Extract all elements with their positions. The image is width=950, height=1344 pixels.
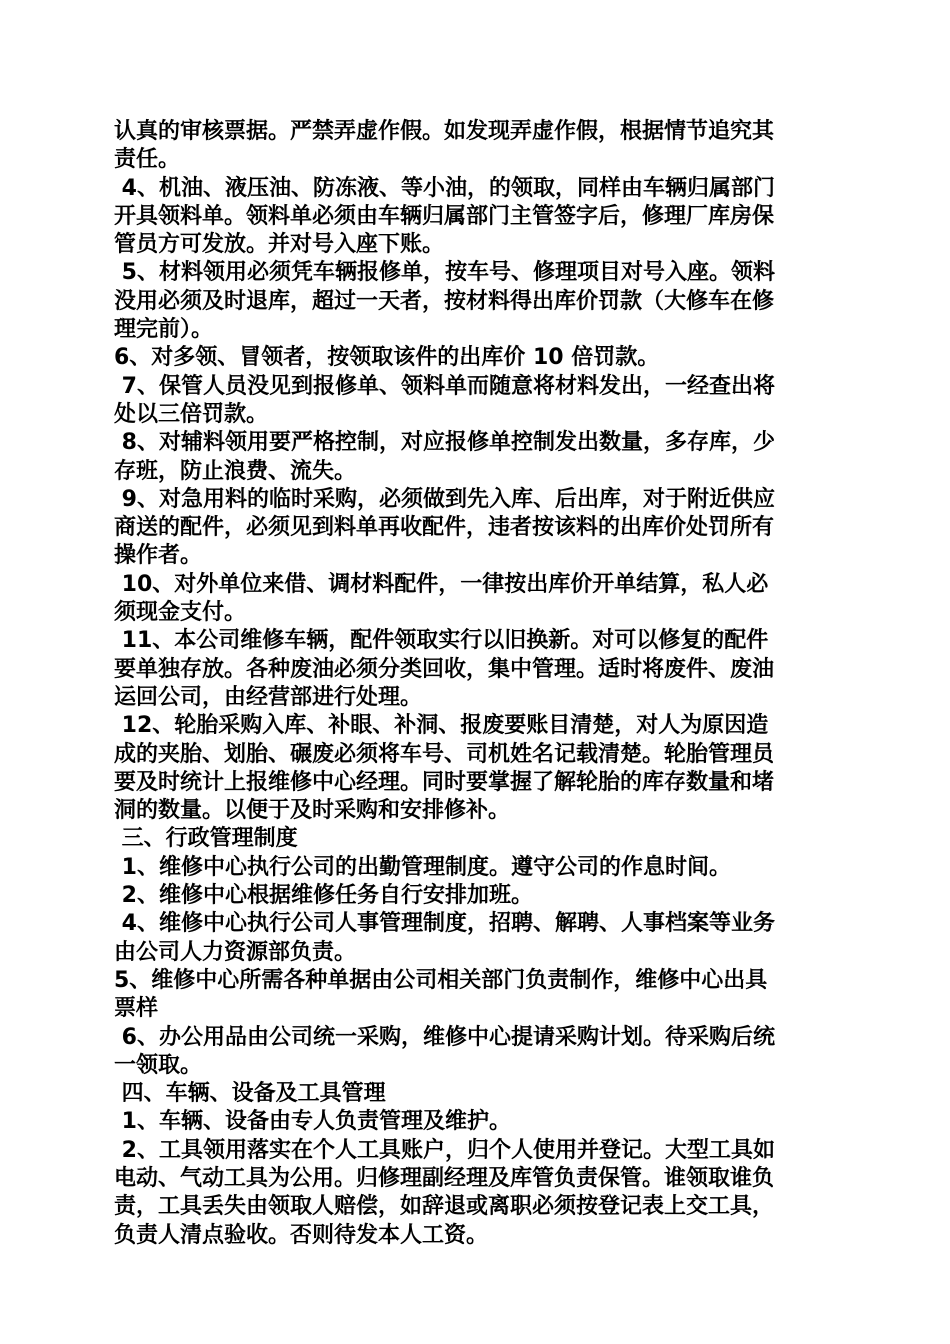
text-line: 成的夹胎、划胎、碾废必须将车号、司机姓名记载清楚。轮胎管理员 xyxy=(114,741,775,767)
text-line: 12、轮胎采购入库、补眼、补洞、报废要账目清楚，对人为原因造 xyxy=(114,713,769,739)
text-line: 2、维修中心根据维修任务自行安排加班。 xyxy=(114,883,533,909)
text-line: 存班，防止浪费、流失。 xyxy=(114,458,357,484)
text-line: 责，工具丢失由领取人赔偿，如辞退或离职必须按登记表上交工具， xyxy=(114,1194,775,1220)
text-line: 理完前）。 xyxy=(114,317,214,343)
text-line: 9、对急用料的临时采购，必须做到先入库、后出库，对于附近供应 xyxy=(114,486,775,512)
text-line: 责任。 xyxy=(114,147,181,173)
text-line: 处以三倍罚款。 xyxy=(114,401,269,427)
text-line: 三、行政管理制度 xyxy=(114,826,298,852)
text-line: 5、材料领用必须凭车辆报修单，按车号、修理项目对号入座。领料 xyxy=(114,260,775,286)
text-line: 认真的审核票据。严禁弄虚作假。如发现弄虚作假，根据情节追究其 xyxy=(114,119,775,144)
text-line: 商送的配件，必须见到料单再收配件，违者按该料的出库价处罚所有 xyxy=(114,515,775,541)
text-line: 11、本公司维修车辆，配件领取实行以旧换新。对可以修复的配件 xyxy=(114,628,769,654)
text-line: 6、办公用品由公司统一采购，维修中心提请采购计划。待采购后统 xyxy=(114,1024,775,1050)
text-line: 洞的数量。以便于及时采购和安排修补。 xyxy=(114,798,511,824)
text-line: 四、车辆、设备及工具管理 xyxy=(114,1081,386,1107)
text-line: 运回公司，由经营部进行处理。 xyxy=(114,684,423,710)
text-line: 操作者。 xyxy=(114,543,203,569)
text-line: 4、维修中心执行公司人事管理制度，招聘、解聘、人事档案等业务 xyxy=(114,911,775,937)
text-line: 要单独存放。各种废油必须分类回收，集中管理。适时将废件、废油 xyxy=(114,656,775,682)
text-line: 电动、气动工具为公用。归修理副经理及库管负责保管。谁领取谁负 xyxy=(114,1165,775,1191)
text-line: 票样 xyxy=(114,996,159,1022)
text-line: 5、维修中心所需各种单据由公司相关部门负责制作，维修中心出具 xyxy=(114,967,768,993)
text-line: 10、对外单位来借、调材料配件，一律按出库价开单结算，私人必 xyxy=(114,571,769,597)
text-line: 没用必须及时退库，超过一天者，按材料得出库价罚款（大修车在修 xyxy=(114,288,775,314)
text-line: 1、车辆、设备由专人负责管理及维护。 xyxy=(114,1109,511,1135)
document-body xyxy=(114,118,840,1250)
text-line: 负责人清点验收。否则待发本人工资。 xyxy=(114,1222,489,1248)
text-line: 6、对多领、冒领者，按领取该件的出库价 10 倍罚款。 xyxy=(114,345,660,371)
text-line: 8、对辅料领用要严格控制，对应报修单控制发出数量，多存库，少 xyxy=(114,430,775,456)
text-line: 要及时统计上报维修中心经理。同时要掌握了解轮胎的库存数量和堵 xyxy=(114,769,775,795)
text-line: 开具领料单。领料单必须由车辆归属部门主管签字后，修理厂库房保 xyxy=(114,203,775,229)
text-line: 7、保管人员没见到报修单、领料单而随意将材料发出，一经查出将 xyxy=(114,373,775,399)
text-line: 一领取。 xyxy=(114,1052,203,1078)
text-line: 须现金支付。 xyxy=(114,600,247,626)
text-line: 4、机油、液压油、防冻液、等小油，的领取，同样由车辆归属部门 xyxy=(114,175,775,201)
text-line: 由公司人力资源部负责。 xyxy=(114,939,357,965)
text-line: 管员方可发放。并对号入座下账。 xyxy=(114,232,445,258)
text-line: 2、工具领用落实在个人工具账户，归个人使用并登记。大型工具如 xyxy=(114,1137,775,1163)
text-line: 1、维修中心执行公司的出勤管理制度。遵守公司的作息时间。 xyxy=(114,854,731,880)
